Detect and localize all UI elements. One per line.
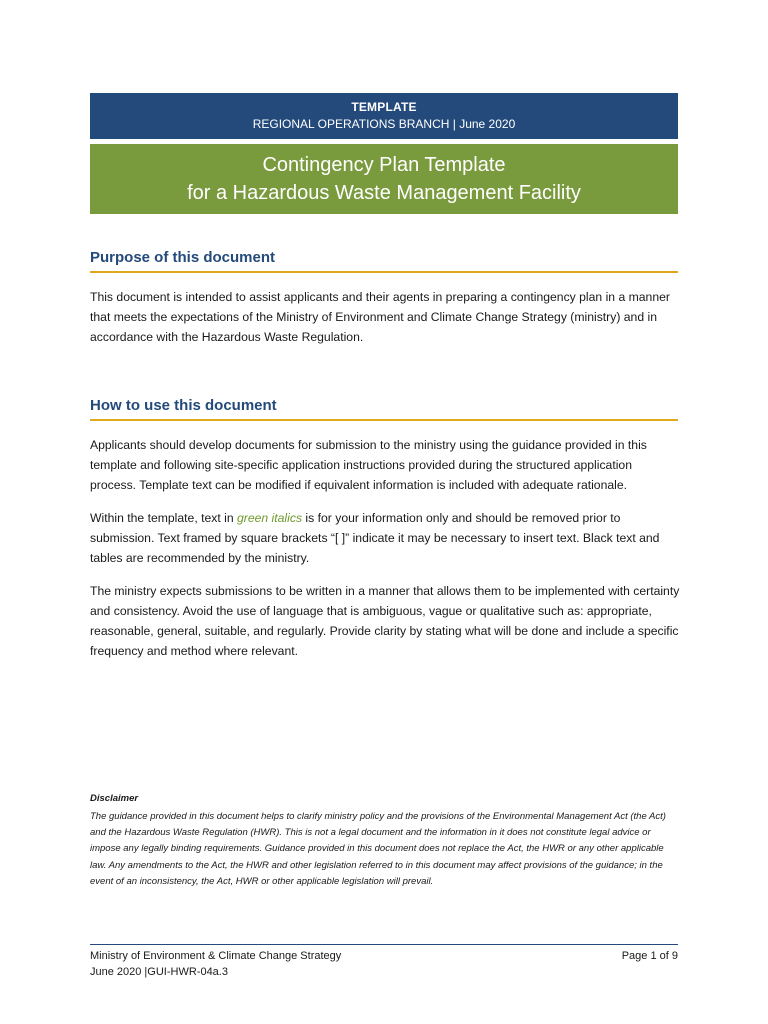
footer-document-id: June 2020 |GUI-HWR-04a.3 [90,966,228,978]
footer-divider [90,944,678,945]
footer-organization: Ministry of Environment & Climate Change Strategy [90,950,342,962]
how-to-use-paragraph-2: The ministry expects submissions to be written in a manner that allows them to be implemented with certainty and consistency. Avoid the use of language that is ambiguous, vague or qualitative such as: appropriate, reasonable, general, suitable, and regularly. Provide clarity by stating what will be done and include a specific frequency and method where relevant. [90,584,680,658]
footer-left [90,948,341,980]
header-banner [90,93,678,139]
template-label: TEMPLATE [351,100,417,114]
template-note-text-before: Within the template, text in [90,511,237,525]
template-note-text-after: is for your information only and should be removed prior to submission. Text framed by square brackets “[ ]” indicate it may be necessary to insert text. Black text and tables are recommended by the ministry. [90,511,660,565]
document-title-line-2: for a Hazardous Waste Management Facility [187,182,581,204]
green-italics-sample: green italics [237,511,303,525]
section-heading-how-to-use: How to use this document [90,397,678,421]
page-number: Page 1 of 9 [621,950,678,962]
purpose-paragraph: This document is intended to assist applicants and their agents in preparing a contingency plan in a manner that meets the expectations of the Ministry of Environment and Climate Change Strategy (ministry) and in accordance with the Hazardous Waste Regulation. [90,290,670,344]
disclaimer-title: Disclaimer [90,793,139,804]
title-banner [90,144,678,214]
branch-date: REGIONAL OPERATIONS BRANCH | June 2020 [252,117,516,131]
how-to-use-paragraph-1: Applicants should develop documents for submission to the ministry using the guidance provided in this template and following site-specific application instructions provided during the structured application process. Template text can be modified if equivalent information is included with adequate rationale. [90,438,647,492]
section-heading-purpose: Purpose of this document [90,249,678,273]
template-note-paragraph [90,508,680,568]
disclaimer-text: The guidance provided in this document helps to clarify ministry policy and the provisions of the Environmental Management Act (the Act) and the Hazardous Waste Regulation (HWR). This is not a legal document and the information in it does not constitute legal advice or impose any legally binding requirements. Guidance provided in this document does not replace the Act, the HWR or any other applicable law. Any amendments to the Act, the HWR and other legislation referred to in this document may affect provisions of the guidance; in the event of an inconsistency, the Act, HWR or other applicable legislation will prevail. [90,811,666,887]
document-title-line-1: Contingency Plan Template [262,154,506,176]
